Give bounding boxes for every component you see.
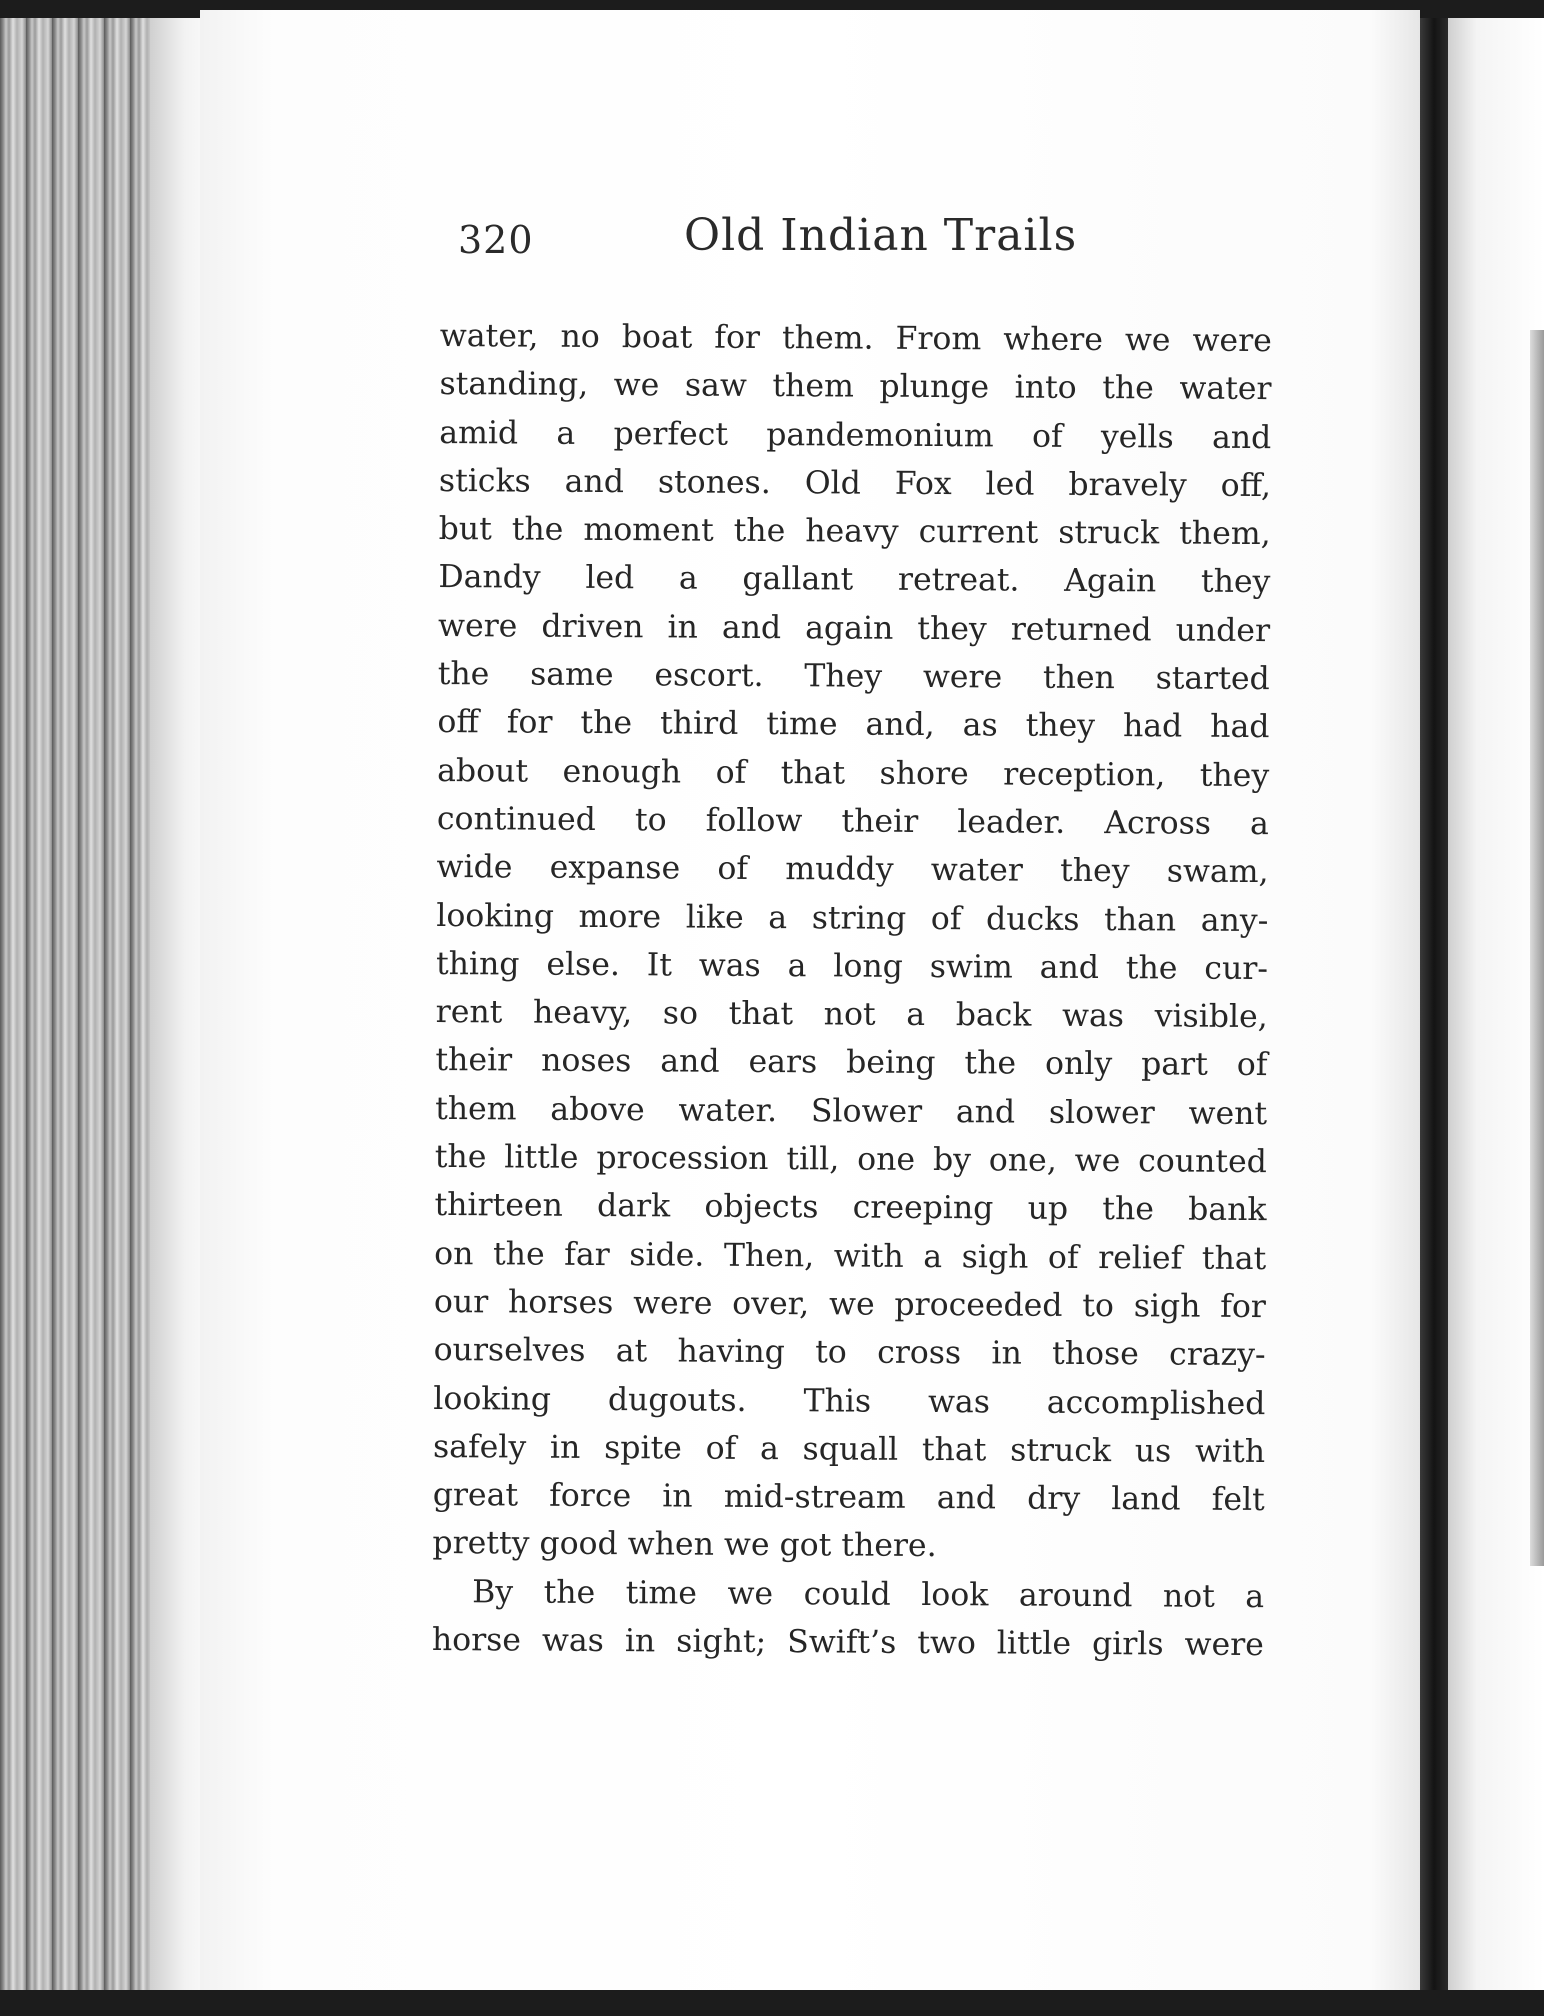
- text-line: thing else. It was a long swim and the cur-: [435, 945, 1269, 987]
- text-line: continued to follow their leader. Across a: [436, 800, 1269, 843]
- text-line: them above water. Slower and slower went: [435, 1090, 1268, 1132]
- facing-page-shadow: [1530, 330, 1544, 1566]
- text-line: looking more like a string of ducks than any-: [436, 897, 1269, 939]
- text-line: the same escort. They were then started: [437, 656, 1270, 698]
- text-line: thirteen dark objects creeping up the bank: [434, 1187, 1267, 1229]
- text-line: standing, we saw them plunge into the water: [439, 366, 1272, 408]
- text-line: off for the third time and, as they had had: [437, 704, 1270, 746]
- running-head: [458, 210, 1278, 280]
- text-line: horse was in sight; Swift’s two little girls were: [431, 1621, 1264, 1664]
- book-gutter: [1420, 18, 1448, 1990]
- text-line: By the time we could look around not a: [472, 1573, 1265, 1615]
- text-line: ourselves at having to cross in those crazy-: [433, 1332, 1266, 1374]
- text-line: amid a perfect pandemonium of yells and: [439, 414, 1272, 456]
- page-number: 320: [458, 218, 534, 262]
- text-line: great force in mid-stream and dry land felt: [432, 1477, 1265, 1519]
- text-line: wide expanse of muddy water they swam,: [436, 849, 1269, 891]
- text-line: their noses and ears being the only part of: [435, 1042, 1268, 1084]
- text-line: were driven in and again they returned under: [437, 607, 1271, 649]
- text-line: but the moment the heavy current struck them,: [438, 511, 1271, 553]
- text-line: Dandy led a gallant retreat. Again they: [438, 559, 1271, 601]
- text-line: water, no boat for them. From where we were: [439, 317, 1272, 360]
- text-line: looking dugouts. This was accomplished: [433, 1380, 1266, 1422]
- text-line: on the far side. Then, with a sigh of relief that: [434, 1235, 1267, 1277]
- text-line: pretty good when we got there.: [432, 1525, 937, 1565]
- running-title: Old Indian Trails: [684, 210, 1078, 261]
- text-line: the little procession till, one by one, we counted: [434, 1139, 1267, 1181]
- body-text: [432, 312, 1272, 1669]
- text-line: our horses were over, we proceeded to sigh for: [433, 1283, 1267, 1326]
- text-line: safely in spite of a squall that struck us with: [432, 1428, 1266, 1470]
- text-line: about enough of that shore reception, they: [437, 752, 1270, 794]
- scan-bottom-edge: [0, 1990, 1544, 2016]
- text-line: rent heavy, so that not a back was visible,: [435, 994, 1268, 1036]
- text-line: sticks and stones. Old Fox led bravely off,: [438, 462, 1272, 504]
